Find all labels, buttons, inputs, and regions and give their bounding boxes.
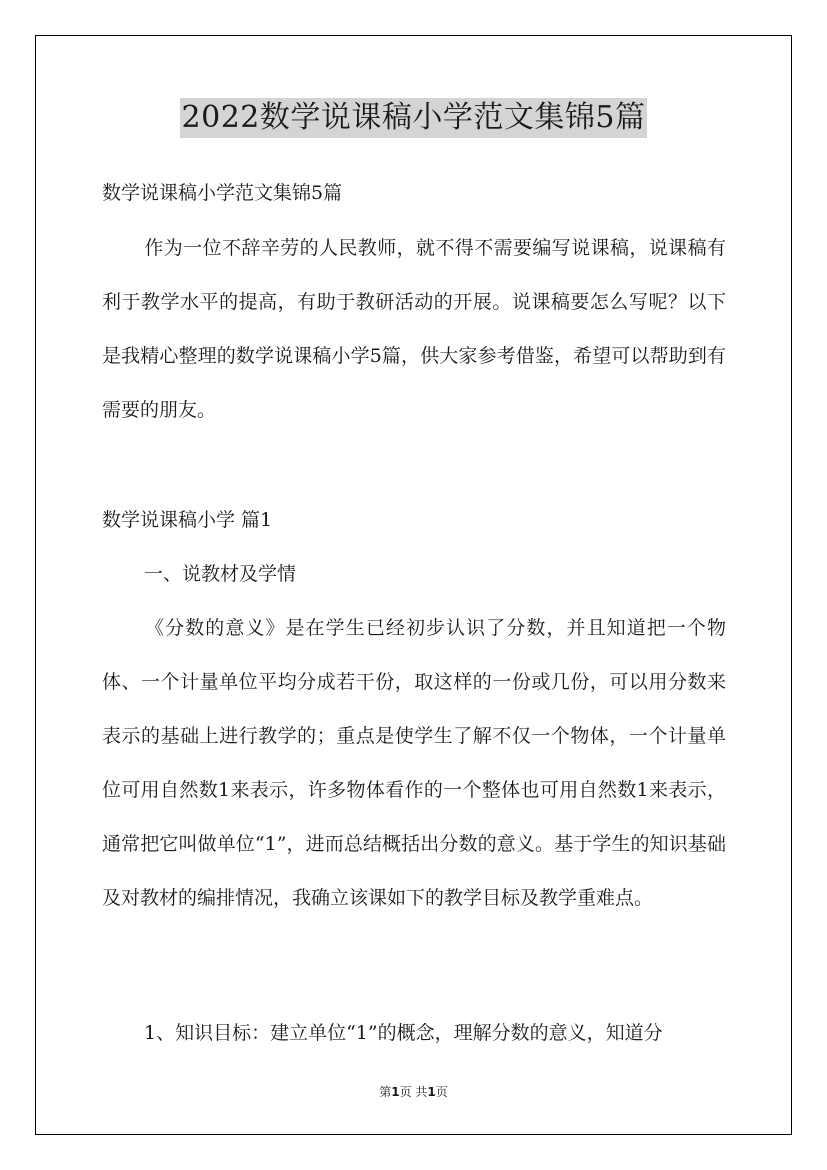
document-title: 2022数学说课稿小学范文集锦5篇	[180, 98, 648, 138]
intro-text: 作为一位不辞辛劳的人民教师，就不得不需要编写说课稿，说课稿有利于教学水平的提高，有助于教研活动的开展。说课稿要怎么写呢？以下是我精心整理的数学说课稿小学5篇，供大家参考借鉴，希望可以帮助到有需要的朋友。	[102, 237, 726, 421]
footer-page-total: 1	[427, 1085, 436, 1099]
footer-suffix: 页	[435, 1085, 448, 1099]
section-subheading: 一、说教材及学情	[144, 563, 297, 585]
intro-paragraph	[102, 221, 726, 437]
footer-prefix: 第	[379, 1085, 392, 1099]
page-footer	[0, 1084, 827, 1100]
knowledge-goal-line: 1、知识目标：建立单位“1”的概念，理解分数的意义，知道分	[144, 1022, 663, 1044]
body-paragraph	[102, 601, 726, 925]
footer-page-number: 1	[391, 1085, 400, 1099]
body-text: 《分数的意义》是在学生已经初步认识了分数，并且知道把一个物体、一个计量单位平均分成若干份，取这样的一份或几份，可以用分数来表示的基础上进行教学的；重点是使学生了解不仅一个物体，一个计量单位可用自然数1来表示，许多物体看作的一个整体也可用自然数1来表示，通常把它叫做单位“1”，进而总结概括出分数的意义。基于学生的知识基础及对教材的编排情况，我确立该课如下的教学目标及教学重难点。	[102, 617, 726, 909]
title-container	[0, 98, 827, 138]
footer-mid: 页 共	[399, 1085, 428, 1099]
section-heading: 数学说课稿小学 篇1	[102, 509, 273, 531]
document-subtitle: 数学说课稿小学范文集锦5篇	[102, 182, 343, 204]
